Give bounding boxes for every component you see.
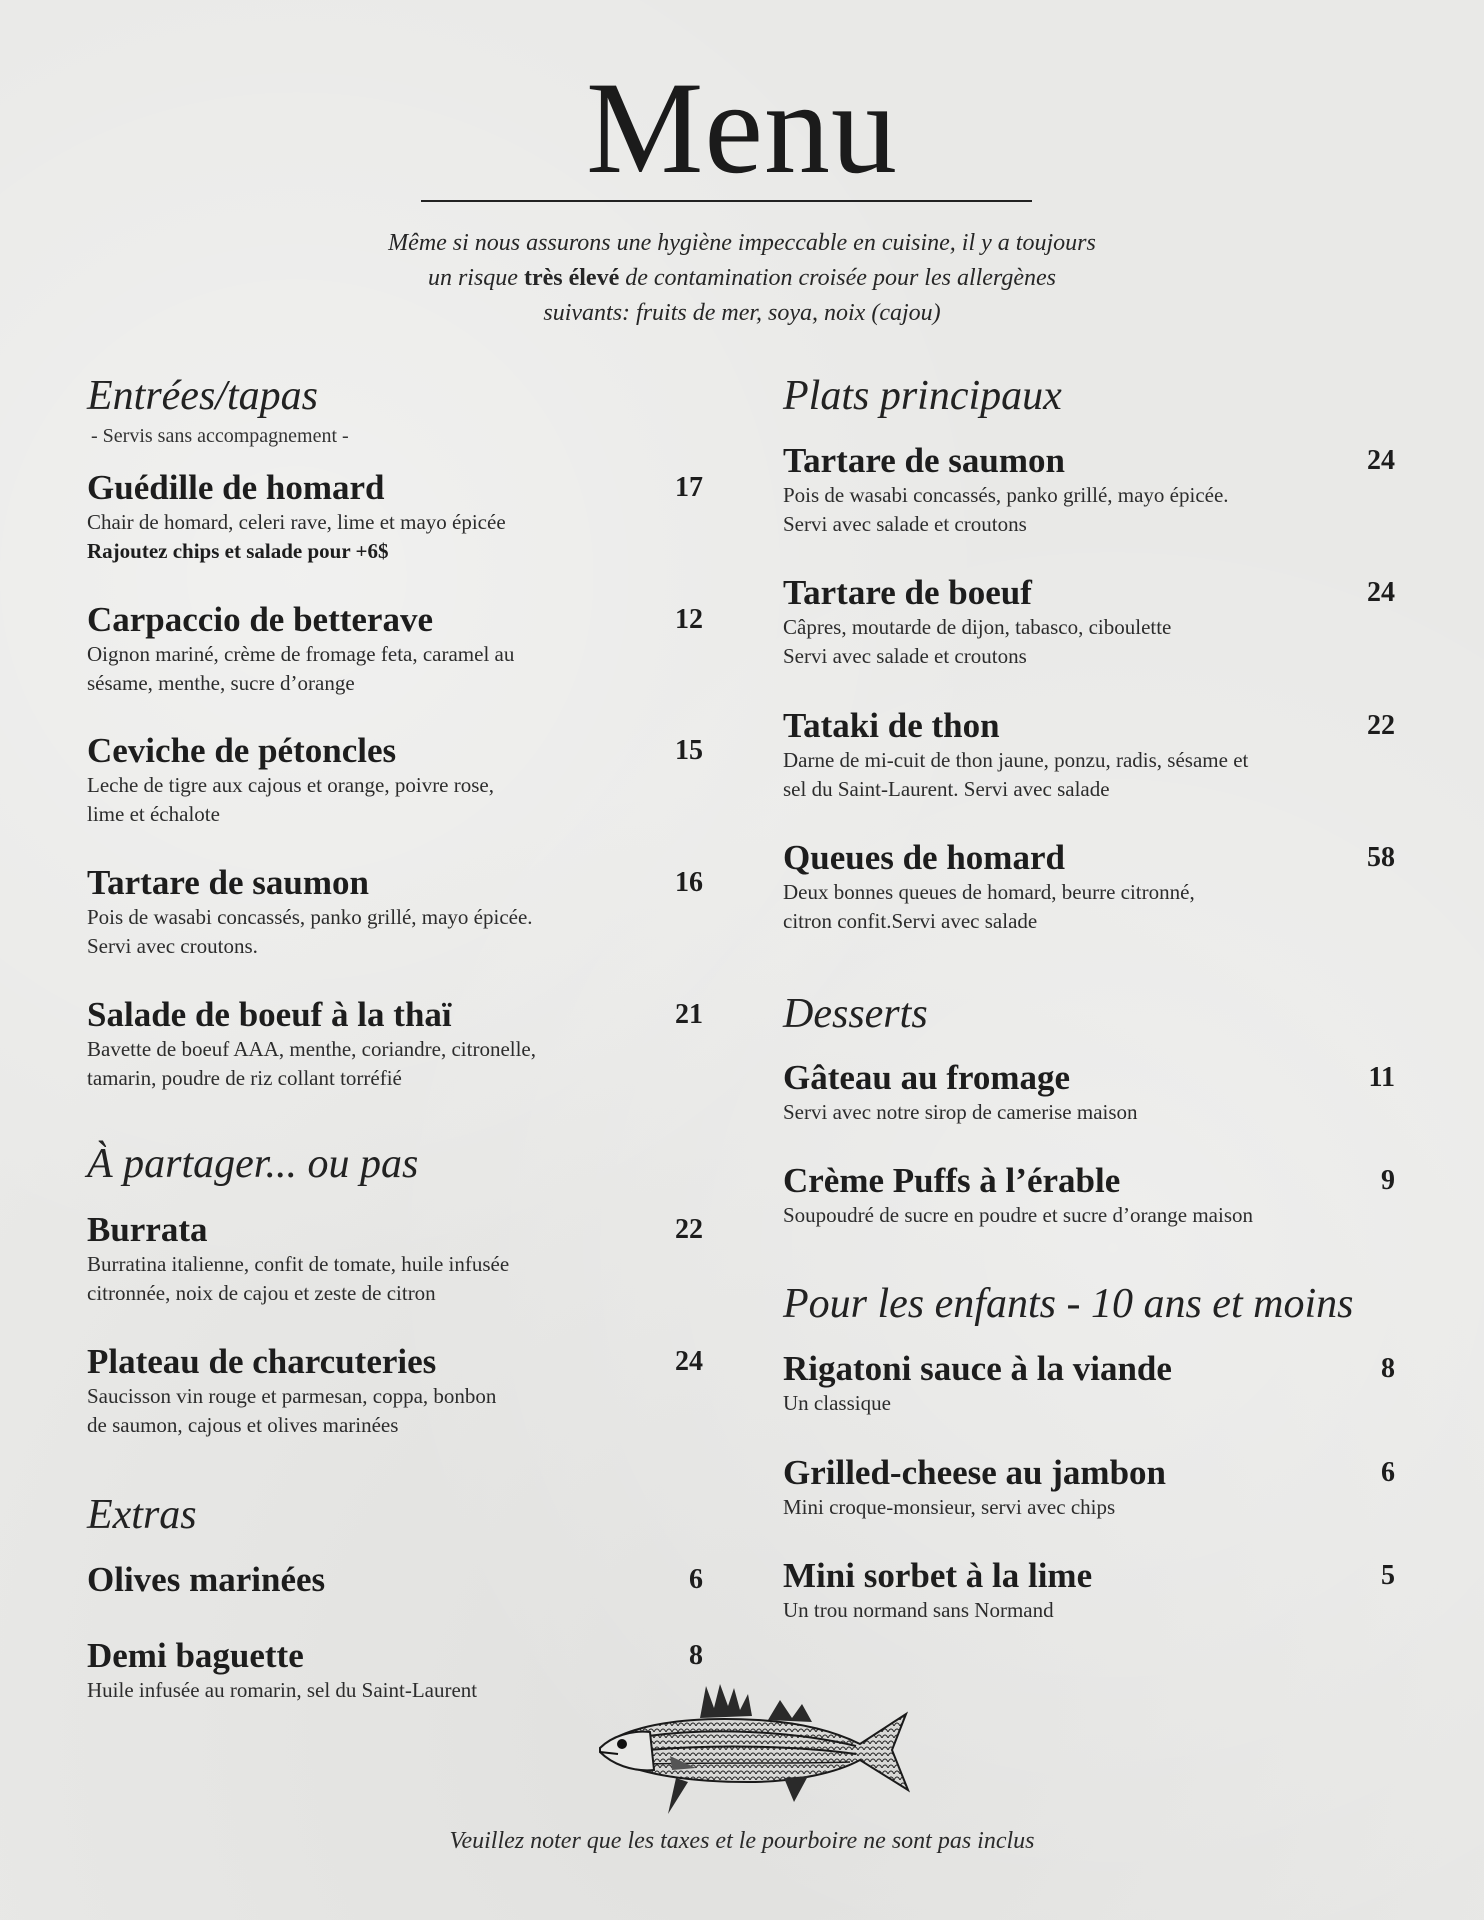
pelvic-fin	[668, 1778, 688, 1814]
item-price: 24	[675, 1346, 703, 1377]
anal-fin	[784, 1776, 808, 1802]
item-description: Bavette de boeuf AAA, menthe, coriandre, citronelle,	[87, 1037, 536, 1061]
item-price: 9	[1381, 1165, 1395, 1196]
section-title-enfants: Pour les enfants - 10 ans et moins	[783, 1281, 1354, 1327]
item-price: 21	[675, 999, 703, 1030]
item-description: Un trou normand sans Normand	[783, 1598, 1054, 1622]
fish-illustration	[588, 1678, 912, 1818]
item-name: Tartare de saumon	[87, 863, 369, 902]
item-name: Ceviche de pétoncles	[87, 731, 397, 770]
item-description: lime et échalote	[87, 802, 220, 826]
item-name: Guédille de homard	[87, 468, 385, 507]
menu-item	[87, 1560, 703, 1600]
item-description: Servi avec croutons.	[87, 934, 258, 958]
menu-item	[87, 600, 703, 698]
menu-item	[783, 838, 1395, 936]
item-price: 6	[689, 1564, 703, 1595]
item-name: Plateau de charcuteries	[87, 1342, 437, 1381]
menu-item	[87, 731, 703, 829]
item-description: Oignon mariné, crème de fromage feta, caramel au	[87, 642, 515, 666]
menu-item	[783, 441, 1395, 539]
menu-item	[87, 1210, 703, 1308]
disclaimer-line-2-start: un risque	[427, 265, 524, 291]
menu-item	[783, 1556, 1395, 1625]
allergen-disclaimer	[242, 226, 1242, 331]
item-description: de saumon, cajous et olives marinées	[87, 1413, 399, 1437]
item-description: sésame, menthe, sucre d’orange	[87, 671, 355, 695]
menu-item	[87, 468, 703, 566]
item-description: Burratina italienne, confit de tomate, huile infusée	[87, 1252, 510, 1276]
item-name: Tartare de boeuf	[783, 573, 1032, 612]
item-description: sel du Saint-Laurent. Servi avec salade	[783, 777, 1110, 801]
item-price: 24	[1367, 577, 1395, 608]
item-description: Servi avec salade et croutons	[783, 644, 1027, 668]
item-name: Tartare de saumon	[783, 441, 1065, 480]
item-description: Pois de wasabi concassés, panko grillé, mayo épicée.	[87, 905, 533, 929]
item-name: Olives marinées	[87, 1560, 326, 1599]
item-description: Chair de homard, celeri rave, lime et mayo épicée	[87, 510, 506, 534]
item-name: Carpaccio de betterave	[87, 600, 433, 639]
menu-item	[783, 1161, 1395, 1230]
menu-item	[87, 863, 703, 961]
section-title-desserts: Desserts	[783, 991, 928, 1037]
item-description: Un classique	[783, 1391, 891, 1415]
item-description: Câpres, moutarde de dijon, tabasco, ciboulette	[783, 615, 1172, 639]
item-price: 6	[1381, 1457, 1395, 1488]
item-name: Queues de homard	[783, 838, 1065, 877]
disclaimer-line-3: suivants: fruits de mer, soya, noix (cajou)	[543, 300, 941, 326]
section-note-entrees: - Servis sans accompagnement -	[91, 425, 349, 447]
disclaimer-line-2	[242, 261, 1242, 296]
item-name: Salade de boeuf à la thaï	[87, 995, 452, 1034]
item-extra: Rajoutez chips et salade pour +6$	[87, 539, 389, 563]
item-price: 11	[1368, 1062, 1395, 1093]
item-name: Gâteau au fromage	[783, 1058, 1071, 1097]
page-title: Menu	[586, 54, 898, 201]
item-price: 15	[675, 735, 703, 766]
item-description: citron confit.Servi avec salade	[783, 909, 1038, 933]
item-name: Crème Puffs à l’érable	[783, 1161, 1121, 1200]
item-description: Pois de wasabi concassés, panko grillé, mayo épicée.	[783, 483, 1229, 507]
menu-item	[87, 1342, 703, 1440]
section-title-extras: Extras	[87, 1492, 197, 1538]
item-price: 22	[675, 1214, 703, 1245]
second-dorsal-fin	[768, 1700, 812, 1722]
section-title-plats: Plats principaux	[783, 373, 1062, 419]
item-name: Demi baguette	[87, 1636, 304, 1675]
item-description: citronnée, noix de cajou et zeste de citron	[87, 1281, 436, 1305]
menu-item	[783, 706, 1395, 804]
item-name: Rigatoni sauce à la viande	[783, 1349, 1172, 1388]
item-price: 5	[1381, 1560, 1395, 1591]
item-description: Darne de mi-cuit de thon jaune, ponzu, radis, sésame et	[783, 748, 1249, 772]
item-description: Soupoudré de sucre en poudre et sucre d’orange maison	[783, 1203, 1254, 1227]
disclaimer-line-1: Même si nous assurons une hygiène impeccable en cuisine, il y a toujours	[388, 230, 1096, 256]
menu-item	[783, 1349, 1395, 1418]
item-description: Mini croque-monsieur, servi avec chips	[783, 1495, 1116, 1519]
item-name: Tataki de thon	[783, 706, 1000, 745]
item-price: 58	[1367, 842, 1395, 873]
item-description: Huile infusée au romarin, sel du Saint-Laurent	[87, 1678, 478, 1702]
item-description: tamarin, poudre de riz collant torréfié	[87, 1066, 402, 1090]
disclaimer-line-2-end: de contamination croisée pour les allergènes	[619, 265, 1057, 291]
item-price: 24	[1367, 445, 1395, 476]
item-name: Burrata	[87, 1210, 208, 1249]
item-price: 8	[1381, 1353, 1395, 1384]
item-description: Servi avec notre sirop de camerise maison	[783, 1100, 1138, 1124]
dorsal-fin	[700, 1684, 752, 1718]
fish-head	[600, 1732, 654, 1771]
item-price: 16	[675, 867, 703, 898]
section-title-entrees: Entrées/tapas	[87, 373, 318, 419]
item-description: Servi avec salade et croutons	[783, 512, 1027, 536]
item-description: Saucisson vin rouge et parmesan, coppa, bonbon	[87, 1384, 497, 1408]
menu-item	[783, 1453, 1395, 1522]
item-description: Deux bonnes queues de homard, beurre citronné,	[783, 880, 1195, 904]
disclaimer-emphasis: très élevé	[523, 265, 620, 291]
item-price: 12	[675, 604, 703, 635]
section-title-partager: À partager... ou pas	[87, 1141, 419, 1187]
fish-eye	[617, 1739, 627, 1749]
item-price: 17	[675, 472, 703, 503]
item-description: Leche de tigre aux cajous et orange, poivre rose,	[87, 773, 494, 797]
menu-item	[783, 573, 1395, 671]
menu-item	[87, 995, 703, 1093]
item-price: 8	[689, 1640, 703, 1671]
item-name: Mini sorbet à la lime	[783, 1556, 1093, 1595]
title-divider	[421, 200, 1032, 202]
footer-note: Veuillez noter que les taxes et le pourboire ne sont pas inclus	[449, 1828, 1035, 1854]
item-price: 22	[1367, 710, 1395, 741]
item-name: Grilled-cheese au jambon	[783, 1453, 1167, 1492]
menu-item	[783, 1058, 1395, 1127]
